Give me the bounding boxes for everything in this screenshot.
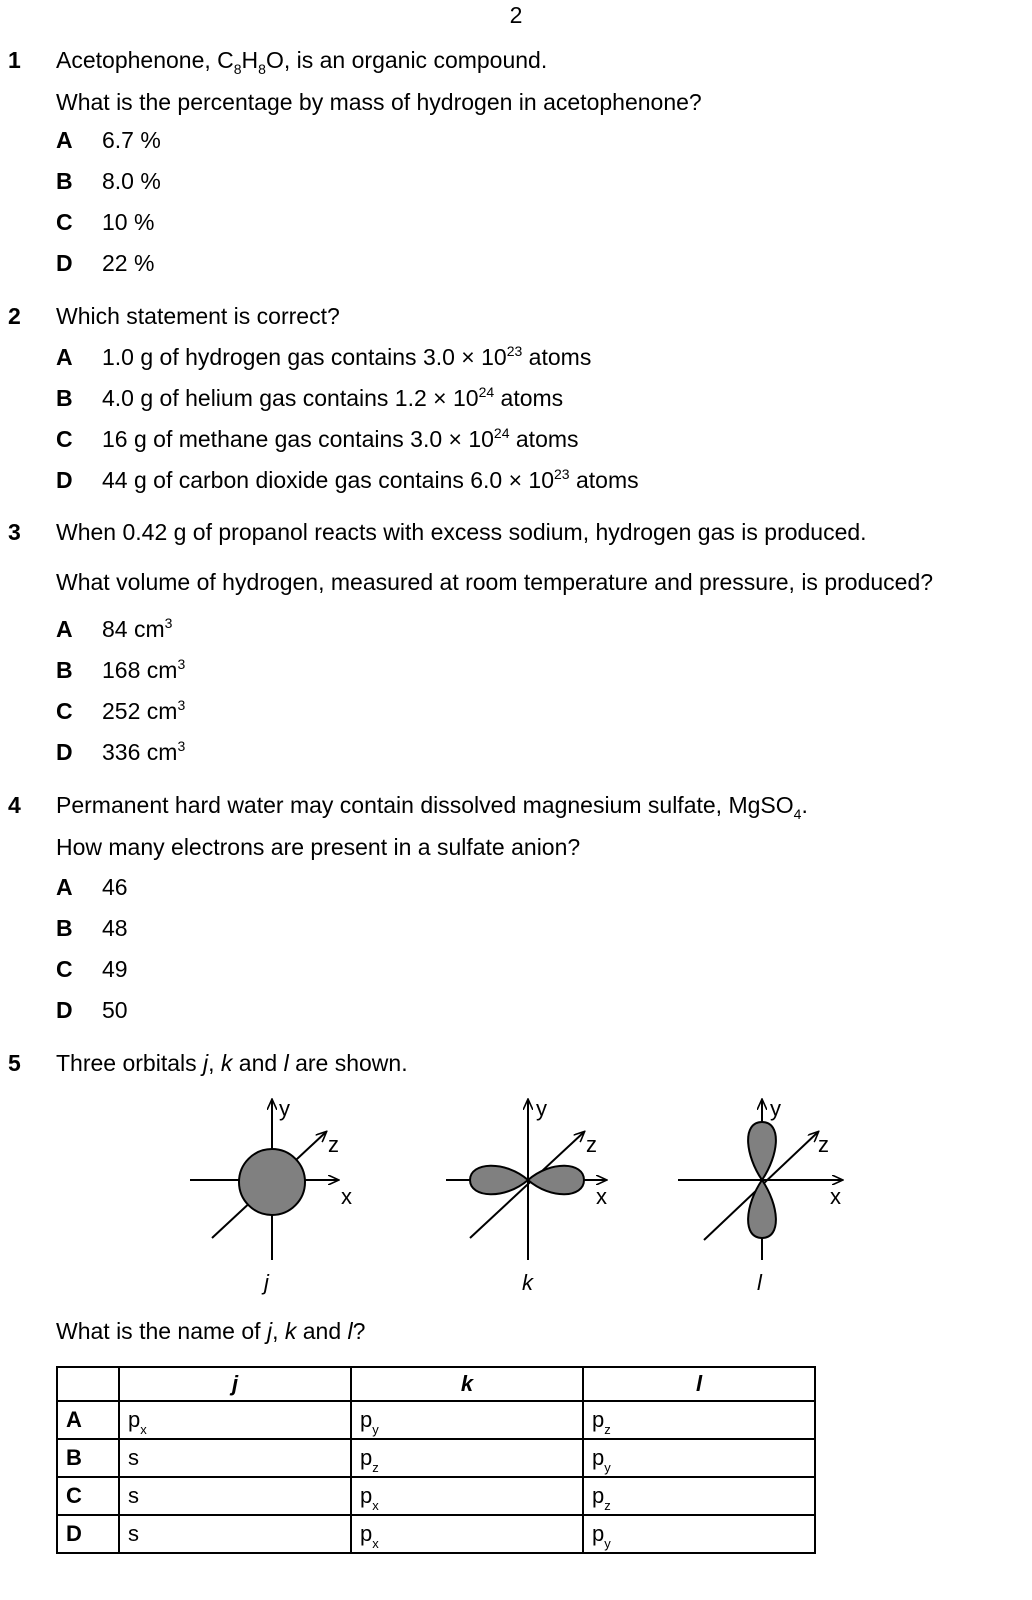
row-b-j [119, 1439, 351, 1477]
row-a-j [119, 1401, 351, 1439]
l-bottom-lobe [748, 1180, 776, 1238]
l-top-lobe [748, 1122, 776, 1180]
q3-d-val: 336 cm [102, 739, 178, 765]
q1-option-c-letter[interactable]: C [56, 209, 73, 235]
q2-c-post: atoms [509, 426, 579, 452]
table-header-row [57, 1367, 815, 1401]
row-d-k-sub: x [372, 1536, 379, 1551]
row-b-l-base: p [592, 1445, 605, 1470]
q2-d-pre: 44 g of carbon dioxide gas contains 6.0 × 10 [102, 467, 555, 493]
question-5-prompt [56, 1318, 365, 1345]
q1-option-c-text[interactable]: 10 % [102, 209, 155, 235]
q3-a-exp: 3 [164, 615, 173, 631]
question-4-stem [56, 792, 808, 822]
orbital-l [678, 1096, 842, 1295]
q5-and: and [232, 1050, 284, 1076]
q4-option-b-text[interactable]: 48 [102, 915, 128, 941]
row-c-l-sub: z [604, 1498, 611, 1513]
q4-option-a-text[interactable]: 46 [102, 874, 128, 900]
q5-prompt-and: and [296, 1318, 348, 1344]
q4-option-d-letter[interactable]: D [56, 997, 73, 1023]
q4-option-c-letter[interactable]: C [56, 956, 73, 982]
row-a-l [583, 1401, 815, 1439]
question-3-number: 3 [8, 519, 21, 545]
q5-prompt-k: k [284, 1318, 297, 1344]
row-b-k-base: p [360, 1445, 373, 1470]
q1-option-b-text[interactable]: 8.0 % [102, 168, 161, 194]
row-d-j-base: s [128, 1521, 139, 1546]
q4-text-a: Permanent hard water may contain dissolved magnesium sulfate, MgSO [56, 792, 794, 818]
row-a-k [351, 1401, 583, 1439]
q3-option-d-letter[interactable]: D [56, 739, 73, 765]
q1-text-b: H [241, 47, 259, 73]
row-a-l-sub: z [604, 1422, 611, 1437]
k-right-lobe [528, 1166, 584, 1195]
question-2-prompt: Which statement is correct? [56, 303, 340, 329]
q3-option-b-letter[interactable]: B [56, 657, 73, 683]
row-a-l-base: p [592, 1407, 605, 1432]
q2-b-post: atoms [494, 385, 564, 411]
row-c-letter[interactable]: C [57, 1477, 119, 1515]
q3-option-d-text[interactable] [102, 739, 185, 766]
q1-sub-2: 8 [258, 61, 266, 77]
row-c-k-base: p [360, 1483, 373, 1508]
table-header-j: j [119, 1367, 351, 1401]
q5-prompt-end: ? [352, 1318, 366, 1344]
question-5-stem [56, 1050, 408, 1077]
orbital-diagrams [0, 1090, 1032, 1300]
q2-d-exp: 23 [554, 466, 570, 482]
l-x-label: x [830, 1184, 841, 1209]
answer-table [56, 1366, 816, 1554]
question-4-prompt: How many electrons are present in a sulfate anion? [56, 834, 581, 860]
q4-option-a-letter[interactable]: A [56, 874, 73, 900]
q2-c-exp: 24 [493, 425, 510, 441]
row-d-l-sub: y [604, 1536, 611, 1551]
k-caption: k [522, 1270, 533, 1295]
q4-option-c-text[interactable]: 49 [102, 956, 128, 982]
row-b-l [583, 1439, 815, 1477]
q3-option-a-letter[interactable]: A [56, 616, 73, 642]
j-x-label: x [341, 1184, 352, 1209]
row-c-j [119, 1477, 351, 1515]
question-3-prompt: What volume of hydrogen, measured at room temperature and pressure, is produced? [56, 569, 934, 595]
k-left-lobe [470, 1166, 528, 1195]
page-number: 2 [509, 2, 523, 28]
row-d-letter[interactable]: D [57, 1515, 119, 1553]
q1-text-c: O, is an organic compound. [265, 47, 548, 73]
k-y-label: y [536, 1096, 547, 1121]
q5-prompt-a: What is the name of [56, 1318, 267, 1344]
q5-j: j [203, 1050, 209, 1076]
row-b-j-base: s [128, 1445, 139, 1470]
q2-option-c-text[interactable] [102, 426, 579, 453]
q3-option-c-text[interactable] [102, 698, 185, 725]
q2-a-pre: 1.0 g of hydrogen gas contains 3.0 × 10 [102, 344, 507, 370]
row-d-k [351, 1515, 583, 1553]
row-a-k-sub: y [372, 1422, 379, 1437]
q2-d-post: atoms [569, 467, 639, 493]
orbital-j [190, 1096, 352, 1295]
question-5-number: 5 [8, 1050, 21, 1076]
q2-a-post: atoms [522, 344, 592, 370]
j-y-label: y [279, 1096, 290, 1121]
k-z-label: z [586, 1132, 597, 1157]
question-4-number: 4 [8, 792, 21, 818]
l-y-label: y [770, 1096, 781, 1121]
table-corner-cell [57, 1367, 119, 1401]
q1-option-b-letter[interactable]: B [56, 168, 73, 194]
l-z-label: z [818, 1132, 829, 1157]
table-header-l: l [583, 1367, 815, 1401]
q5-comma: , [208, 1050, 221, 1076]
table-row[interactable] [57, 1477, 815, 1515]
q2-b-pre: 4.0 g of helium gas contains 1.2 × 10 [102, 385, 479, 411]
q2-option-d-letter[interactable]: D [56, 467, 73, 493]
q1-option-d-letter[interactable]: D [56, 250, 73, 276]
q2-option-b-text[interactable] [102, 385, 563, 412]
q2-c-pre: 16 g of methane gas contains 3.0 × 10 [102, 426, 494, 452]
q3-a-val: 84 cm [102, 616, 165, 642]
table-header-k: k [351, 1367, 583, 1401]
l-caption: l [757, 1270, 762, 1295]
q2-option-a-letter[interactable]: A [56, 344, 73, 370]
q4-text-b: . [801, 792, 808, 818]
q1-text-a: Acetophenone, C [56, 47, 234, 73]
q2-option-c-letter[interactable]: C [56, 426, 73, 452]
q3-option-a-text[interactable] [102, 616, 172, 643]
q2-option-b-letter[interactable]: B [56, 385, 73, 411]
row-d-k-base: p [360, 1521, 373, 1546]
q2-a-exp: 23 [506, 343, 523, 359]
q5-text-b: are shown. [288, 1050, 408, 1076]
row-a-k-base: p [360, 1407, 373, 1432]
question-1-number: 1 [8, 47, 21, 73]
q3-c-val: 252 cm [102, 698, 178, 724]
k-x-label: x [596, 1184, 607, 1209]
q3-c-exp: 3 [177, 697, 186, 713]
row-c-l [583, 1477, 815, 1515]
q1-option-a-text[interactable]: 6.7 % [102, 127, 161, 153]
q4-sub: 4 [793, 806, 802, 822]
q1-option-a-letter[interactable]: A [56, 127, 73, 153]
row-c-j-base: s [128, 1483, 139, 1508]
j-z-label: z [328, 1132, 339, 1157]
row-b-letter[interactable]: B [57, 1439, 119, 1477]
q5-text-a: Three orbitals [56, 1050, 204, 1076]
row-c-k-sub: x [372, 1498, 379, 1513]
question-1-prompt: What is the percentage by mass of hydrogen in acetophenone? [56, 89, 702, 115]
q3-d-exp: 3 [177, 738, 186, 754]
row-a-letter[interactable]: A [57, 1401, 119, 1439]
q5-l: l [283, 1050, 289, 1076]
q3-b-exp: 3 [177, 656, 186, 672]
orbital-k [446, 1096, 607, 1295]
table-row[interactable] [57, 1515, 815, 1553]
q3-b-val: 168 cm [102, 657, 178, 683]
table-row[interactable] [57, 1401, 815, 1439]
j-s-lobe [239, 1149, 305, 1215]
q2-option-d-text[interactable] [102, 467, 639, 494]
j-caption: j [264, 1270, 269, 1295]
q5-prompt-l: l [347, 1318, 353, 1344]
q2-option-a-text[interactable] [102, 344, 591, 371]
q1-sub-1: 8 [233, 61, 242, 77]
q1-option-d-text[interactable]: 22 % [102, 250, 155, 276]
row-b-k-sub: z [372, 1460, 379, 1475]
q5-prompt-comma: , [272, 1318, 285, 1344]
row-c-k [351, 1477, 583, 1515]
row-a-j-sub: x [140, 1422, 147, 1437]
table-row[interactable] [57, 1439, 815, 1477]
question-3-stem: When 0.42 g of propanol reacts with excess sodium, hydrogen gas is produced. [56, 519, 867, 545]
q3-option-c-letter[interactable]: C [56, 698, 73, 724]
row-c-l-base: p [592, 1483, 605, 1508]
q4-option-b-letter[interactable]: B [56, 915, 73, 941]
row-a-j-base: p [128, 1407, 141, 1432]
question-1-stem [56, 47, 548, 77]
row-d-l [583, 1515, 815, 1553]
question-2-number: 2 [8, 303, 21, 329]
q2-b-exp: 24 [478, 384, 495, 400]
row-b-k [351, 1439, 583, 1477]
q5-prompt-j: j [266, 1318, 273, 1344]
row-d-l-base: p [592, 1521, 605, 1546]
q5-k: k [220, 1050, 233, 1076]
q3-option-b-text[interactable] [102, 657, 185, 684]
q4-option-d-text[interactable]: 50 [102, 997, 128, 1023]
row-d-j [119, 1515, 351, 1553]
row-b-l-sub: y [604, 1460, 611, 1475]
